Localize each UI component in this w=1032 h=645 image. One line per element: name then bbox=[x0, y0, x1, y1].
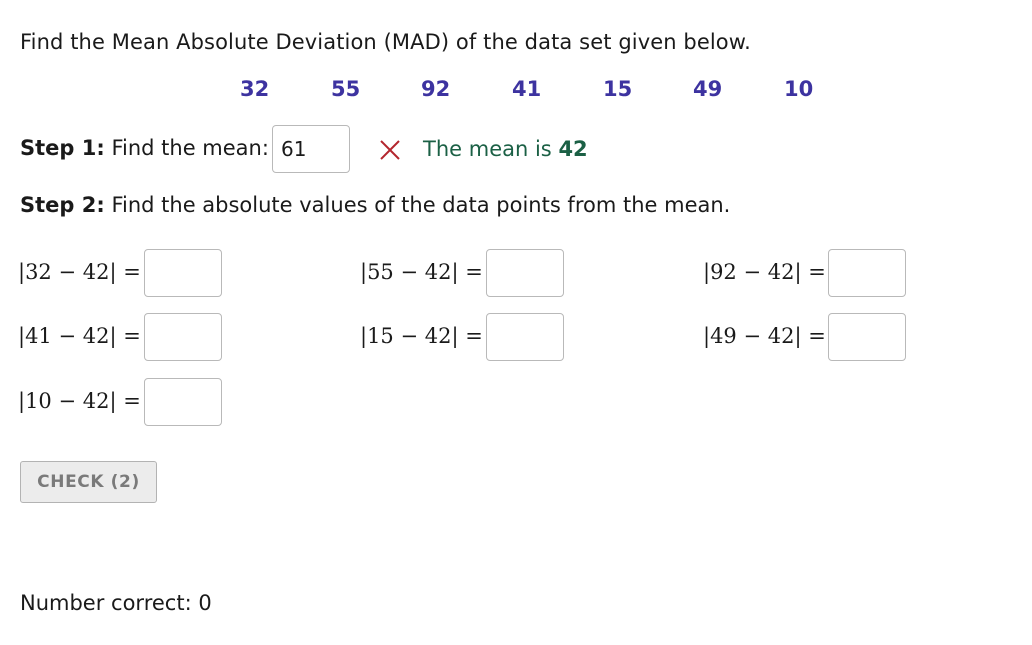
deviation-answer-input[interactable] bbox=[828, 313, 906, 361]
deviation-answer-input[interactable] bbox=[486, 313, 564, 361]
deviation-expression: |10 − 42| = bbox=[18, 389, 141, 413]
feedback-text: The mean is bbox=[423, 137, 552, 161]
deviation-expression: |32 − 42| = bbox=[18, 260, 141, 284]
data-value: 49 bbox=[693, 77, 723, 101]
feedback-mean-value: 42 bbox=[558, 137, 588, 161]
step2-text: Find the absolute values of the data points from the mean. bbox=[111, 193, 731, 217]
data-value: 55 bbox=[331, 77, 361, 101]
step1-text: Find the mean: bbox=[111, 136, 269, 160]
deviation-expression: |49 − 42| = bbox=[703, 324, 826, 348]
deviation-expression: |41 − 42| = bbox=[18, 324, 141, 348]
mean-feedback bbox=[423, 137, 588, 161]
deviation-answer-input[interactable] bbox=[144, 313, 222, 361]
step1-row bbox=[20, 136, 269, 160]
step2-row bbox=[20, 193, 730, 217]
data-value: 41 bbox=[512, 77, 542, 101]
deviation-expression: |92 − 42| = bbox=[703, 260, 826, 284]
mean-input[interactable] bbox=[272, 125, 350, 173]
data-value: 10 bbox=[784, 77, 814, 101]
problem-prompt: Find the Mean Absolute Deviation (MAD) of the data set given below. bbox=[20, 30, 751, 54]
check-button[interactable]: CHECK (2) bbox=[20, 461, 157, 503]
step2-label: Step 2: bbox=[20, 193, 105, 217]
deviation-answer-input[interactable] bbox=[144, 249, 222, 297]
data-value: 32 bbox=[240, 77, 270, 101]
step1-label: Step 1: bbox=[20, 136, 105, 160]
number-correct-counter: Number correct: 0 bbox=[20, 591, 212, 615]
data-value: 15 bbox=[603, 77, 633, 101]
deviation-answer-input[interactable] bbox=[828, 249, 906, 297]
data-value: 92 bbox=[421, 77, 451, 101]
deviation-expression: |15 − 42| = bbox=[360, 324, 483, 348]
deviation-answer-input[interactable] bbox=[144, 378, 222, 426]
deviation-expression: |55 − 42| = bbox=[360, 260, 483, 284]
deviation-answer-input[interactable] bbox=[486, 249, 564, 297]
x-icon bbox=[378, 138, 402, 162]
